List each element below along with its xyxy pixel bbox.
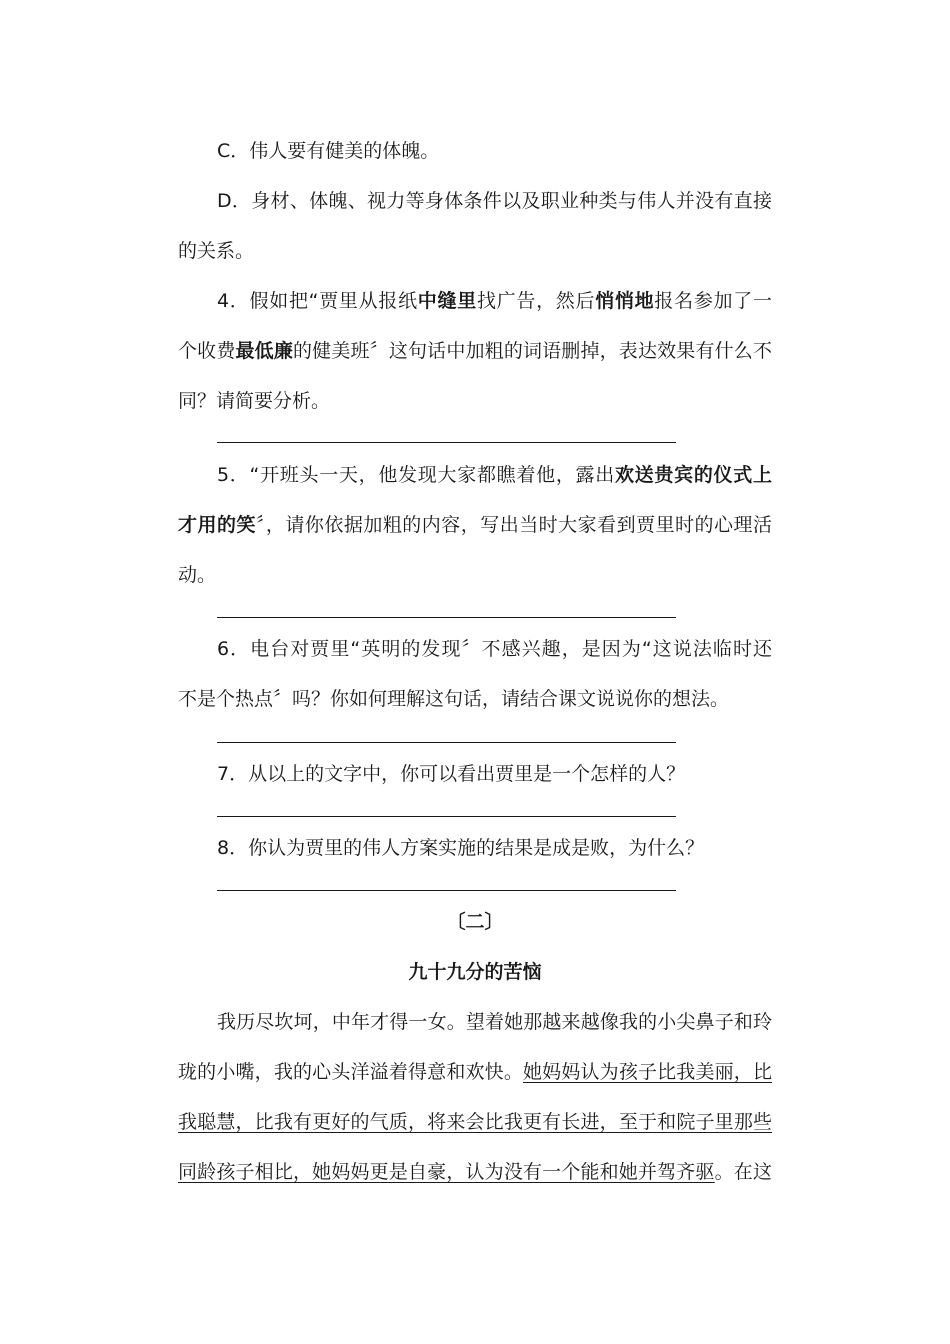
answer-line-q7[interactable] — [217, 816, 676, 817]
question-7: 7．从以上的文字中，你可以看出贾里是一个怎样的人？ — [217, 763, 686, 785]
q5-bold-term: 欢送贵宾的仪式上 — [614, 464, 772, 486]
q4-bold-term: 最低廉 — [235, 340, 293, 362]
article-line-4 — [178, 1159, 772, 1185]
section-label: 〔二〕 — [446, 911, 504, 933]
article-line-2 — [178, 1059, 772, 1085]
question-4-line-1 — [217, 288, 772, 314]
q5-text: 〞，请你依据加粗的内容，写出当时大家看到贾里时的心理活 — [255, 514, 772, 536]
q4-text: 4．假如把“贾里从报纸 — [217, 290, 418, 312]
article-line-3 — [178, 1109, 772, 1135]
option-d-line-2: 的关系。 — [178, 240, 255, 262]
article-line-1: 我历尽坎坷，中年才得一女。望着她那越来越像我的小尖鼻子和玲 — [217, 1011, 772, 1033]
answer-line-q5[interactable] — [217, 617, 676, 618]
underlined-text: 我聪慧，比我有更好的气质，将来会比我更有长进，至于和院子里那些 — [178, 1111, 772, 1133]
q4-text: 的健美班〞这句话中加粗的词语删掉，表达效果有什么不 — [293, 340, 772, 362]
question-6-line-2: 不是个热点〞吗？你如何理解这句话，请结合课文说说你的想法。 — [178, 688, 730, 710]
question-5-line-2 — [178, 512, 772, 538]
underlined-text: 同龄孩子相比，她妈妈更是自豪，认为没有一个能和她并驾齐驱 — [178, 1161, 715, 1183]
question-5-line-1 — [217, 462, 772, 488]
option-c: C．伟人要有健美的体魄。 — [217, 140, 440, 162]
q4-text: 个收费 — [178, 340, 236, 362]
article-text: 。在这 — [714, 1161, 772, 1183]
question-4-line-2 — [178, 338, 772, 364]
answer-line-q8[interactable] — [217, 890, 676, 891]
question-6-line-1: 6．电台对贾里“英明的发现〞不感兴趣，是因为“这说法临时还 — [217, 638, 772, 660]
q4-bold-term: 中缝里 — [417, 290, 477, 312]
underlined-text: 她妈妈认为孩子比我美丽，比 — [522, 1061, 772, 1083]
q4-text: 找广告，然后 — [476, 290, 596, 312]
answer-line-q4[interactable] — [217, 442, 676, 443]
q4-bold-term: 悄悄地 — [595, 290, 655, 312]
q5-bold-term: 才用的笑 — [178, 514, 256, 536]
question-8: 8．你认为贾里的伟人方案实施的结果是成是败，为什么？ — [217, 837, 705, 859]
article-text: 珑的小嘴，我的心头洋溢着得意和欢快。 — [178, 1061, 523, 1083]
q4-text: 报名参加了一 — [654, 290, 772, 312]
question-4-line-3: 同？请简要分析。 — [178, 390, 331, 412]
q5-text: 5．“开班头一天，他发现大家都瞧着他，露出 — [217, 464, 615, 486]
question-5-line-3: 动。 — [178, 564, 217, 586]
answer-line-q6[interactable] — [217, 742, 676, 743]
article-title: 九十九分的苦恼 — [408, 961, 542, 983]
option-d-line-1: D．身材、体魄、视力等身体条件以及职业种类与伟人并没有直接 — [217, 190, 772, 212]
